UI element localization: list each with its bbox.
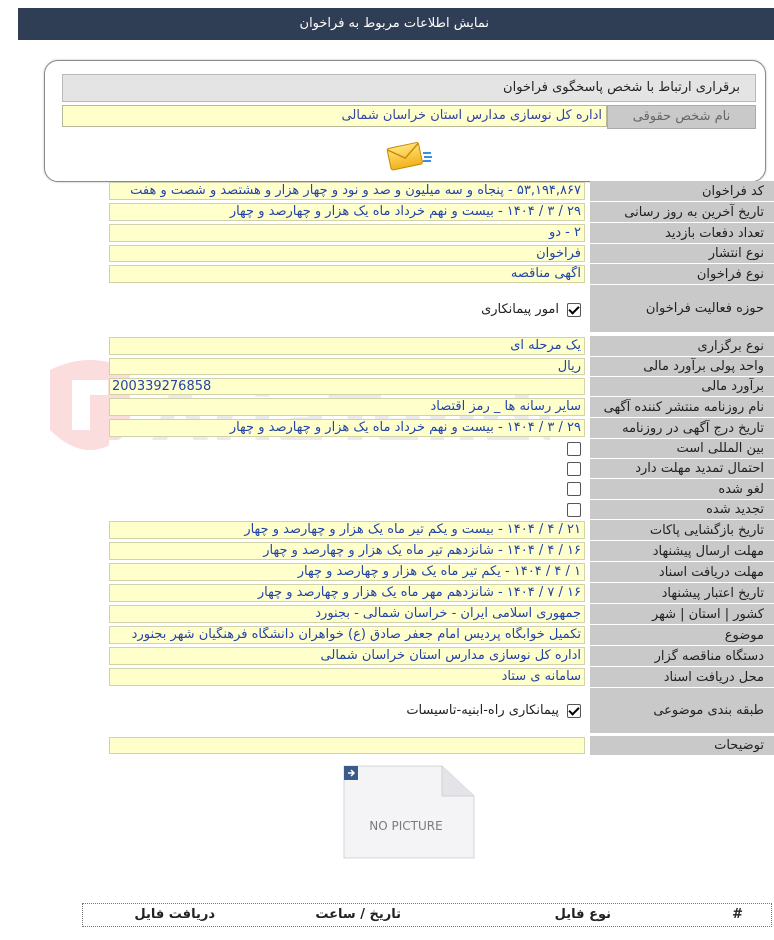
call-type-value: آگهی مناقصه	[109, 265, 585, 283]
subject-value: تکمیل خوابگاه پردیس امام جعفر صادق (ع) خواهران دانشگاه فرهنگیان شهر بجنورد	[109, 626, 585, 644]
cancelled-value	[109, 480, 585, 498]
row-submit-deadline	[108, 541, 774, 562]
estimate-label: برآورد مالی	[590, 377, 774, 397]
row-newspaper	[108, 397, 774, 418]
envelope-icon[interactable]	[386, 139, 434, 173]
holding-type-label: نوع برگزاری	[590, 336, 774, 357]
currency-value: ریال	[109, 358, 585, 375]
currency-label: واحد پولی برآورد مالی	[590, 357, 774, 377]
renewed-checkbox[interactable]	[567, 503, 581, 517]
row-location	[108, 604, 774, 625]
row-activity	[108, 285, 774, 333]
row-estimate	[108, 377, 774, 397]
opening-date-value: ۲۱ / ۴ / ۱۴۰۴ - بیست و یکم تیر ماه یک هزار و چهارصد و چهار	[109, 521, 585, 539]
row-subject	[108, 625, 774, 646]
contact-header	[62, 74, 756, 102]
code-value: ۵۳,۱۹۴,۸۶۷ - پنجاه و سه میلیون و صد و نود و چهار هزار و هشتصد و شصت و هفت	[109, 182, 585, 200]
last-update-label: تاریخ آخرین به روز رسانی	[590, 202, 774, 223]
organizer-label: دستگاه مناقصه گزار	[590, 646, 774, 667]
code-label: کد فراخوان	[590, 181, 774, 202]
row-doc-place	[108, 667, 774, 688]
last-update-value: ۲۹ / ۳ / ۱۴۰۴ - بیست و نهم خرداد ماه یک هزار و چهارصد و چهار	[109, 203, 585, 221]
files-table-header	[82, 903, 772, 927]
col-date-time: تاریخ / ساعت	[315, 907, 401, 922]
row-newspaper-date	[108, 418, 774, 439]
row-code	[108, 181, 774, 202]
newspaper-date-value: ۲۹ / ۳ / ۱۴۰۴ - بیست و نهم خرداد ماه یک هزار و چهارصد و چهار	[109, 419, 585, 437]
category-label: طبقه بندی موضوعی	[590, 688, 774, 734]
page-title: نمایش اطلاعات مربوط به فراخوان	[299, 16, 489, 31]
location-label: کشور | استان | شهر	[590, 604, 774, 625]
notes-label: توضیحات	[590, 736, 774, 756]
row-last-update	[108, 202, 774, 223]
row-currency	[108, 357, 774, 377]
activity-text: امور پیمانکاری	[481, 302, 559, 317]
page-header	[18, 8, 774, 40]
renewed-value	[109, 501, 585, 518]
doc-place-label: محل دریافت اسناد	[590, 667, 774, 688]
extension-value	[109, 460, 585, 477]
publish-type-label: نوع انتشار	[590, 244, 774, 264]
row-cancelled	[108, 479, 774, 500]
category-checkbox[interactable]	[567, 704, 581, 718]
international-checkbox[interactable]	[567, 442, 581, 456]
submit-deadline-label: مهلت ارسال پیشنهاد	[590, 541, 774, 562]
opening-date-label: تاریخ بازگشایی پاکات	[590, 520, 774, 541]
doc-place-value: سامانه ی ستاد	[109, 668, 585, 686]
call-type-label: نوع فراخوان	[590, 264, 774, 285]
col-get-file: دریافت فایل	[134, 907, 215, 922]
contact-box	[44, 60, 766, 182]
visits-label: تعداد دفعات بازدید	[590, 223, 774, 244]
no-picture-text: NO PICTURE	[369, 819, 443, 833]
visits-value: ۲ - دو	[109, 224, 585, 242]
international-label: بین المللی است	[590, 439, 774, 459]
international-value	[109, 440, 585, 457]
newspaper-date-label: تاریخ درج آگهی در روزنامه	[590, 418, 774, 439]
newspaper-value: سایر رسانه ها _ رمز اقتصاد	[109, 398, 585, 416]
cancelled-checkbox[interactable]	[567, 482, 581, 496]
contact-title: برقراری ارتباط با شخص پاسخگوی فراخوان	[503, 80, 740, 95]
row-validity	[108, 583, 774, 604]
row-notes	[108, 736, 774, 756]
estimate-value: 200339276858	[109, 378, 585, 395]
row-renewed	[108, 500, 774, 520]
holding-type-value: یک مرحله ای	[109, 337, 585, 355]
subject-label: موضوع	[590, 625, 774, 646]
submit-deadline-value: ۱۶ / ۴ / ۱۴۰۴ - شانزدهم تیر ماه یک هزار و چهارصد و چهار	[109, 542, 585, 560]
row-call-type	[108, 264, 774, 285]
doc-deadline-label: مهلت دریافت اسناد	[590, 562, 774, 583]
publish-type-value: فراخوان	[109, 245, 585, 262]
cancelled-label: لغو شده	[590, 479, 774, 500]
legal-person-value: اداره کل نوسازی مدارس استان خراسان شمالی	[62, 105, 607, 127]
row-extension	[108, 459, 774, 479]
category-text: پیمانکاری راه-ابنیه-تاسیسات	[406, 703, 559, 718]
organizer-value: اداره کل نوسازی مدارس استان خراسان شمالی	[109, 647, 585, 665]
renewed-label: تجدید شده	[590, 500, 774, 520]
location-value: جمهوری اسلامی ایران - خراسان شمالی - بجنورد	[109, 605, 585, 623]
legal-person-label: نام شخص حقوقی	[607, 105, 756, 129]
row-visits	[108, 223, 774, 244]
newspaper-label: نام روزنامه منتشر کننده آگهی	[590, 397, 774, 418]
col-file-type: نوع فایل	[554, 907, 611, 922]
activity-label: حوزه فعالیت فراخوان	[590, 285, 774, 333]
category-value	[109, 689, 585, 732]
activity-value	[109, 286, 585, 331]
doc-deadline-value: ۱ / ۴ / ۱۴۰۴ - یکم تیر ماه یک هزار و چهارصد و چهار	[109, 563, 585, 581]
extension-checkbox[interactable]	[567, 462, 581, 476]
no-picture-image	[338, 762, 478, 862]
row-holding-type	[108, 336, 774, 357]
row-international	[108, 439, 774, 459]
extension-label: احتمال تمدید مهلت دارد	[590, 459, 774, 479]
validity-value: ۱۶ / ۷ / ۱۴۰۴ - شانزدهم مهر ماه یک هزار و چهارصد و چهار	[109, 584, 585, 602]
row-publish-type	[108, 244, 774, 264]
row-opening-date	[108, 520, 774, 541]
notes-value	[109, 737, 585, 754]
row-organizer	[108, 646, 774, 667]
activity-checkbox[interactable]	[567, 303, 581, 317]
col-index: #	[732, 907, 743, 922]
row-category	[108, 688, 774, 734]
row-doc-deadline	[108, 562, 774, 583]
validity-label: تاریخ اعتبار پیشنهاد	[590, 583, 774, 604]
